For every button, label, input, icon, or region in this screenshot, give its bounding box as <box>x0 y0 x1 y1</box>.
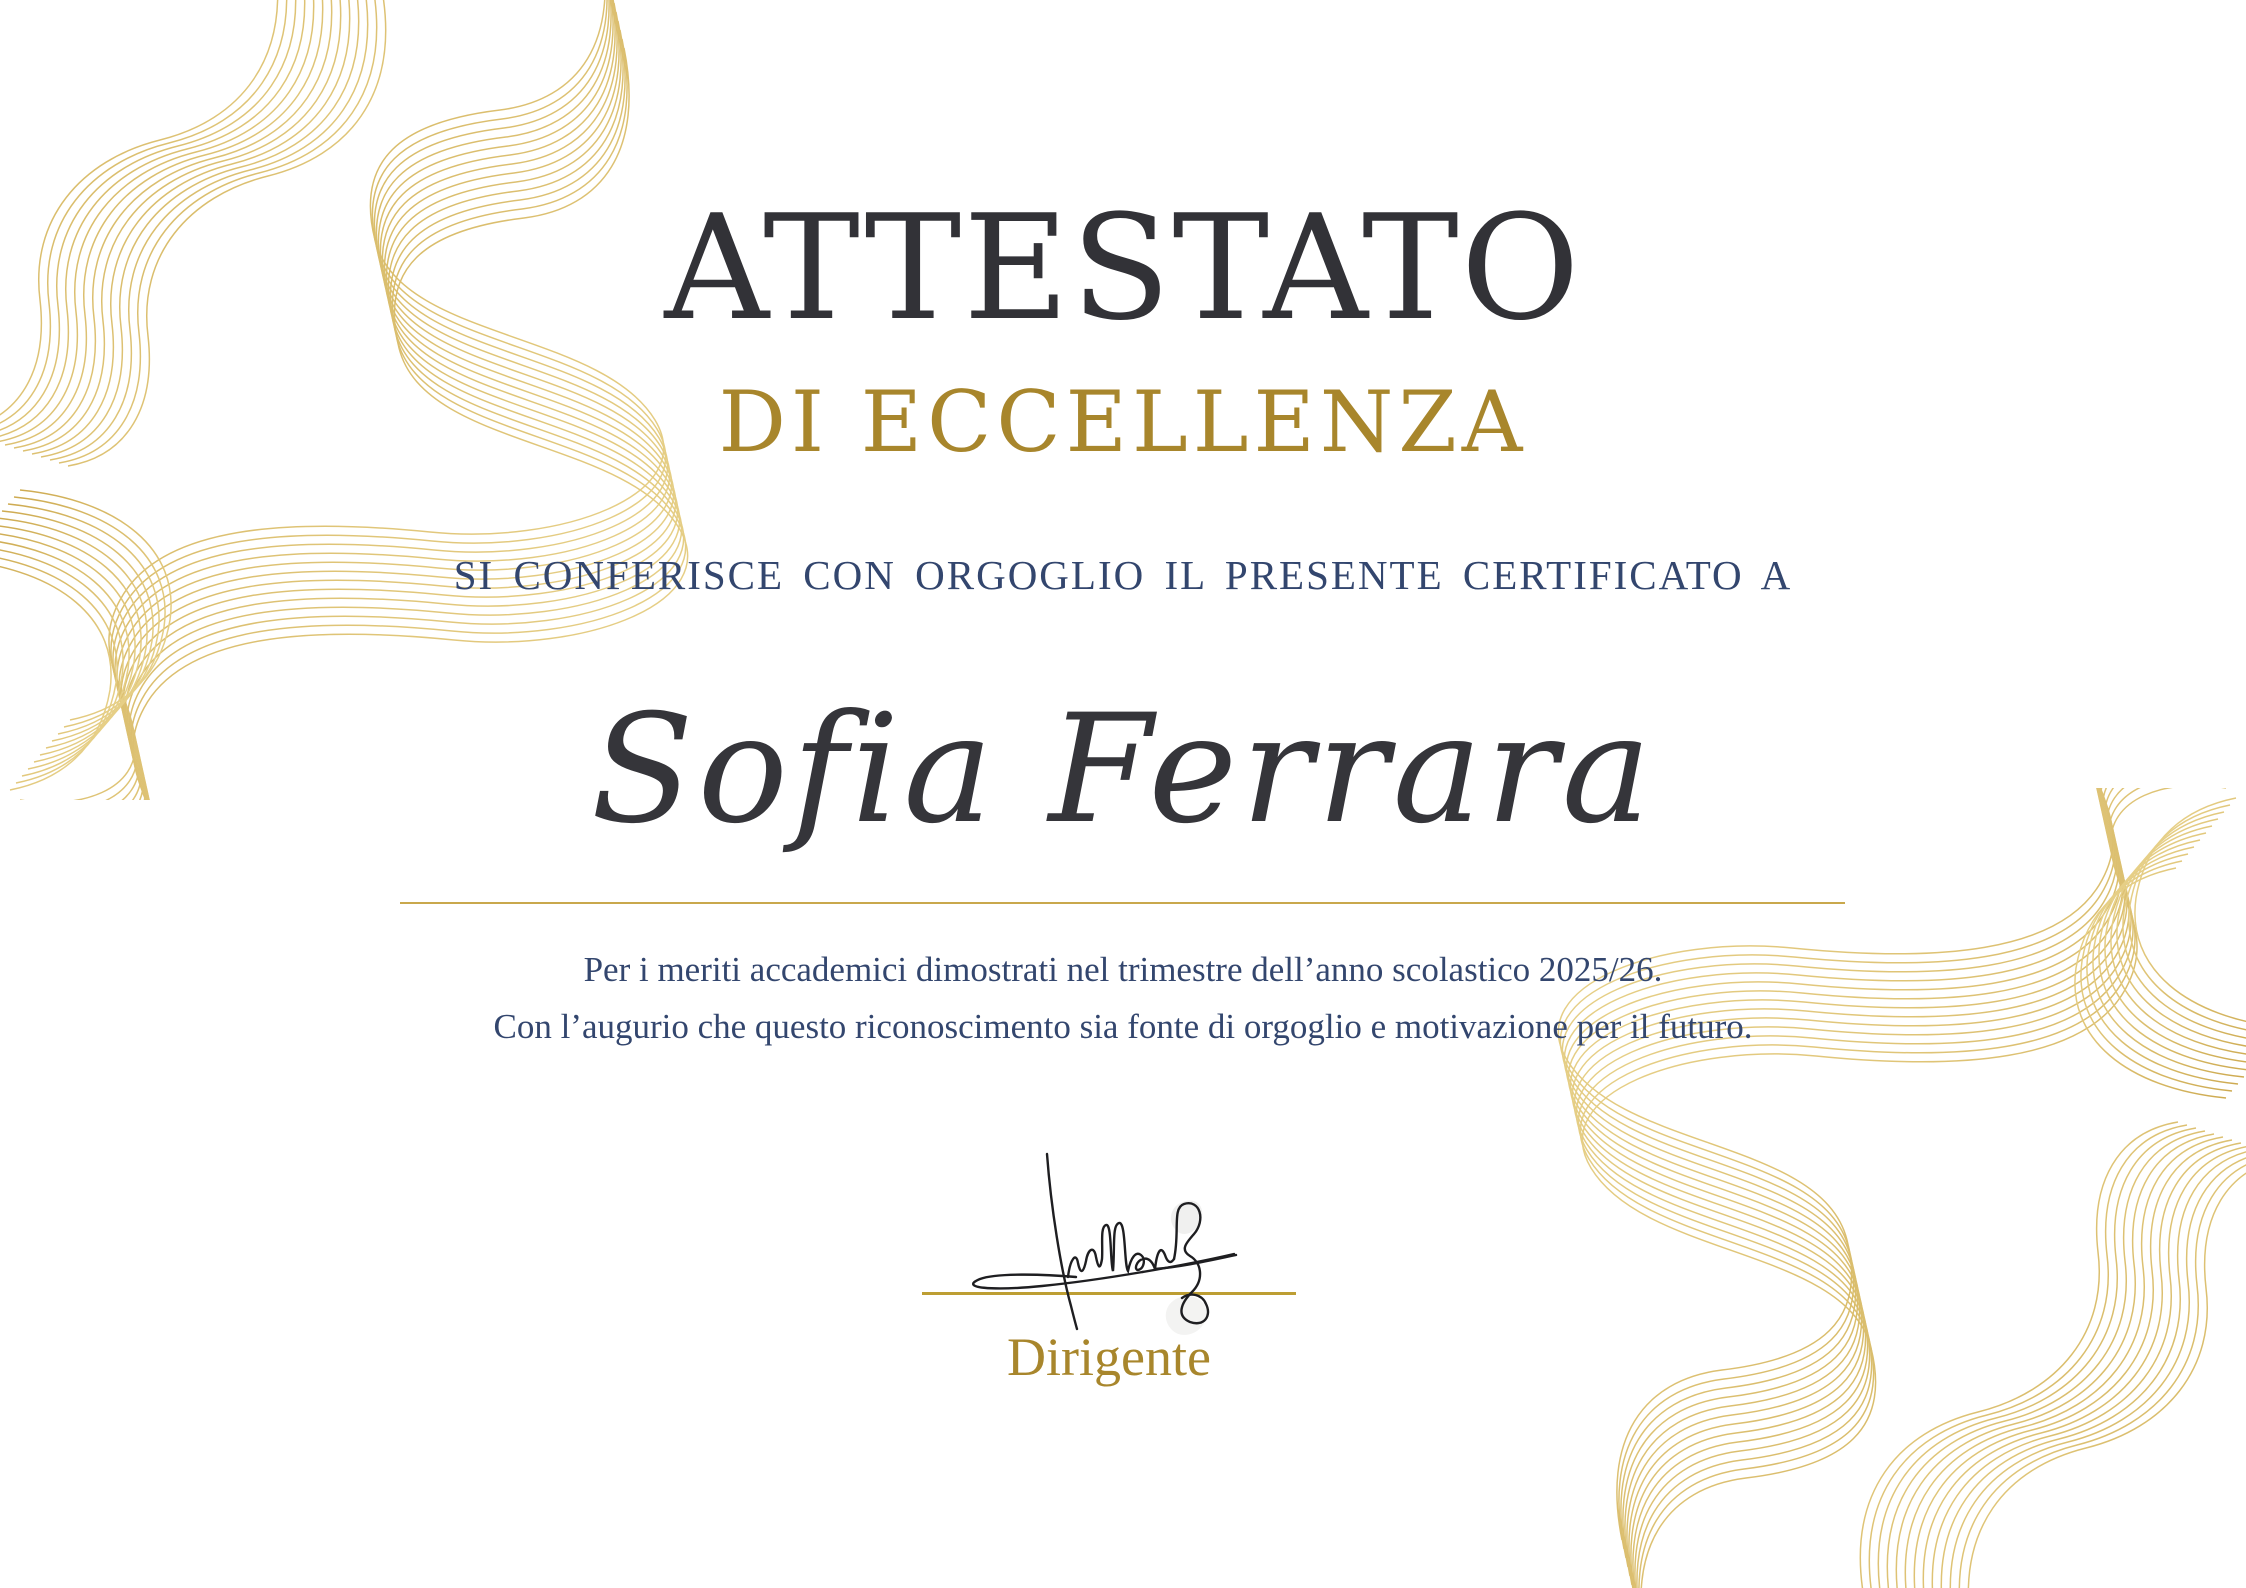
body-line-1: Per i meriti accademici dimostrati nel trimestre dell’anno scolastico 2025/26. <box>583 950 1663 989</box>
guilloche-bottom-right-decoration <box>1546 788 2246 1588</box>
recipient-name: Sofia Ferrara <box>590 683 1656 857</box>
body-text <box>0 942 2246 1055</box>
certificate-subtitle: DI ECCELLENZA <box>718 373 1528 471</box>
name-underline-rule <box>400 902 1845 904</box>
body-line-2: Con l’augurio che questo riconoscimento sia fonte di orgoglio e motivazione per il futuro. <box>493 1006 1753 1046</box>
signer-role-label: Dirigente <box>1007 1327 1211 1387</box>
signature-image <box>950 1146 1260 1344</box>
certificate-title: ATTESTATO <box>664 184 1582 353</box>
conferral-line: SI CONFERISCE CON ORGOGLIO IL PRESENTE CERTIFICATO A <box>453 552 1793 598</box>
